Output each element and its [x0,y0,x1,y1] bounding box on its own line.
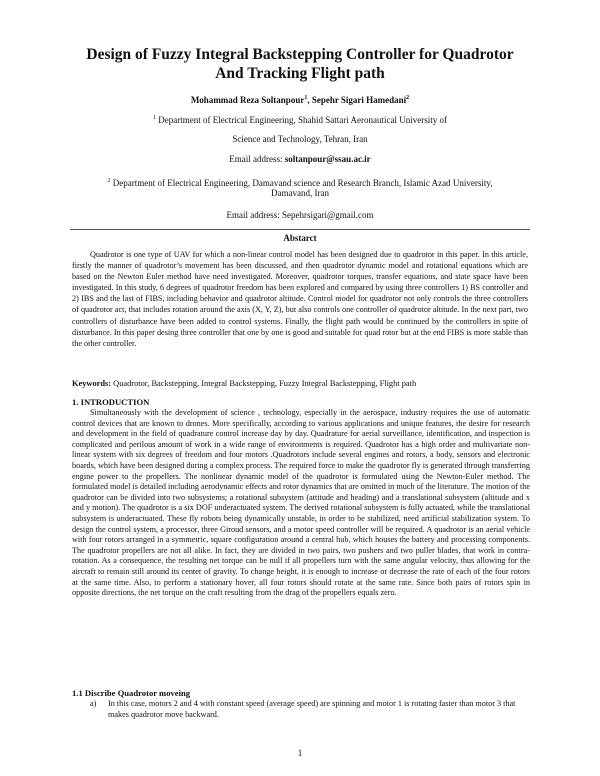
affiliation-1-sup: 1 [153,115,157,121]
introduction-text: Simultaneously with the development of science , technology, especially in the aerospace, industry requires the use of automatic control devices that are known to drones. More specifically, according to various applications and unique features, the desire for research and development in the field of quadrature control increase day by day. Quadrature for aerial surveillance, identification, and inspection is complicated and perilous amount of work in a wide range of environments is required. Quadrotor has a high order and multivariate non-linear system with six degrees of freedom and four motors .Quadrotors include several engines and rotors, a body, sensors and electronic boards, which have been designed during a complex process. The required force to make the quadrotor fly is generated through transferring engine power to the propellers. The nonlinear dynamic model of the quadrotor is formulated using the Newton-Euler method. The formulated model is detailed including aerodynamic effects and rotor dynamics that are omitted in much of the literature. The motion of the quadrotor can be divided into two subsystems; a rotational subsystem (attitude and heading) and a translational subsystem (altitude and x and y motion). The quadrotor is a six DOF underactuated system. The derived rotational subsystem is fully actuated, while the translational subsystem is underactuated. These fly robots being dynamically unstable, in order to be stabilized, need artificial stabilization system. To design the control system, a processor, three Giroud sensors, and a motor speed controller will be required. A quadrotor is an aerial vehicle with four rotors arranged in a symmetric, square configuration around a central hub, which houses the battery and processing components. The quadrotor propellers are not all alike. In fact, they are divided in two pairs, two pushers and two puller blades, that work in contra-rotation. As a consequence, the resulting net torque can be null if all propellers turn with the same angular velocity, thus allowing for the aircraft to remain still around its center of gravity. To change height, it is enough to increase or decrease the rate of each of the four rotors at the same time. Also, to perform a stationary hover, all four rotors should rotate at the same rate. Since both pairs of rotors spin in opposite directions, the net torque on the craft resulting from the drag of the propellers equals zero. [72,408,530,598]
affiliation-2-text: Department of Electrical Engineering, Damavand science and Research Branch, Islamic Azad University, [110,178,493,188]
author-list [0,95,600,105]
keywords-label: Keywords: [72,379,114,388]
section-heading-introduction: 1. INTRODUCTION [72,397,150,407]
title-line-2: And Tracking Flight path [215,65,385,82]
affiliation-1-text: Department of Electrical Engineering, Shahid Sattari Aeronautical University of [156,115,447,125]
author-2: Sepehr Sigari Hamedani [311,95,407,105]
list-marker: a) [90,699,97,708]
affiliation-2-line-2: Damavand, Iran [271,188,329,198]
author-2-sup: 2 [406,95,410,101]
affiliation-1-line-1 [60,112,540,126]
email-1-label: Email address: [229,154,285,164]
email-2: Email address: Sepehrsigari@gmail.com [226,210,374,220]
author-separator: , [307,95,312,105]
list-item [90,699,530,721]
paper-title [40,45,560,83]
email-1-address: soltanpour@ssau.ac.ir [284,154,371,164]
keywords-text: Quadrotor, Backstepping, Integral Backstepping, Fuzzy Integral Backstepping, Flight path [113,379,417,388]
affiliation-2-sup: 2 [107,178,111,184]
subsection-heading: 1.1 Discribe Quadrotor moveing [72,688,191,698]
author-1-sup: 1 [304,95,308,101]
author-1: Mohammad Reza Soltanpour [190,95,305,105]
abstract-text: Quadrotor is one type of UAV for which a non-linear control model has been designed due to quadrotor in this paper. In this article, firstly the manner of quadrotor’s movement has been discussed, and then quadrotor dynamic model and rotational equations which are based on the Newton Euler method have need investigated. Moreover, quadrotor torques, transfer equations, and state space have been investigated. In this study, 6 degrees of quadrotor freedom has been explored and compared by using three controllers 1) BS controller and 2) IBS and the last of FIBS, including behavior and quadrotor altitude. Control model for quadrotor not only controls the three controllers of quadrotor act, that includes rotation around the axis (X, Y, Z), but also controls one controller of quadrotor altitude. In the next part, two controllers of disturbance have been added to control systems. Finally, the flight path would be continued by the controllers in spite of disturbance. In this paper desing three controller that one by one is good and suitable for quad rotor but at the end FIBS is more stable than the other controller. [72,250,528,348]
keywords [72,379,532,388]
abstract-heading: Abstarct [283,233,317,243]
page-number: 1 [297,748,303,758]
list-item-text: In this case, motors 2 and 4 with constant speed (average speed) are spinning and motor 1 is rotating faster than motor 3 that makes quadrotor move backward. [108,699,516,719]
abstract-divider [70,229,530,230]
email-1 [60,153,540,165]
title-line-1: Design of Fuzzy Integral Backstepping Controller for Quadrotor [86,46,514,63]
affiliation-1-line-2: Science and Technology, Tehran, Iran [232,134,368,144]
